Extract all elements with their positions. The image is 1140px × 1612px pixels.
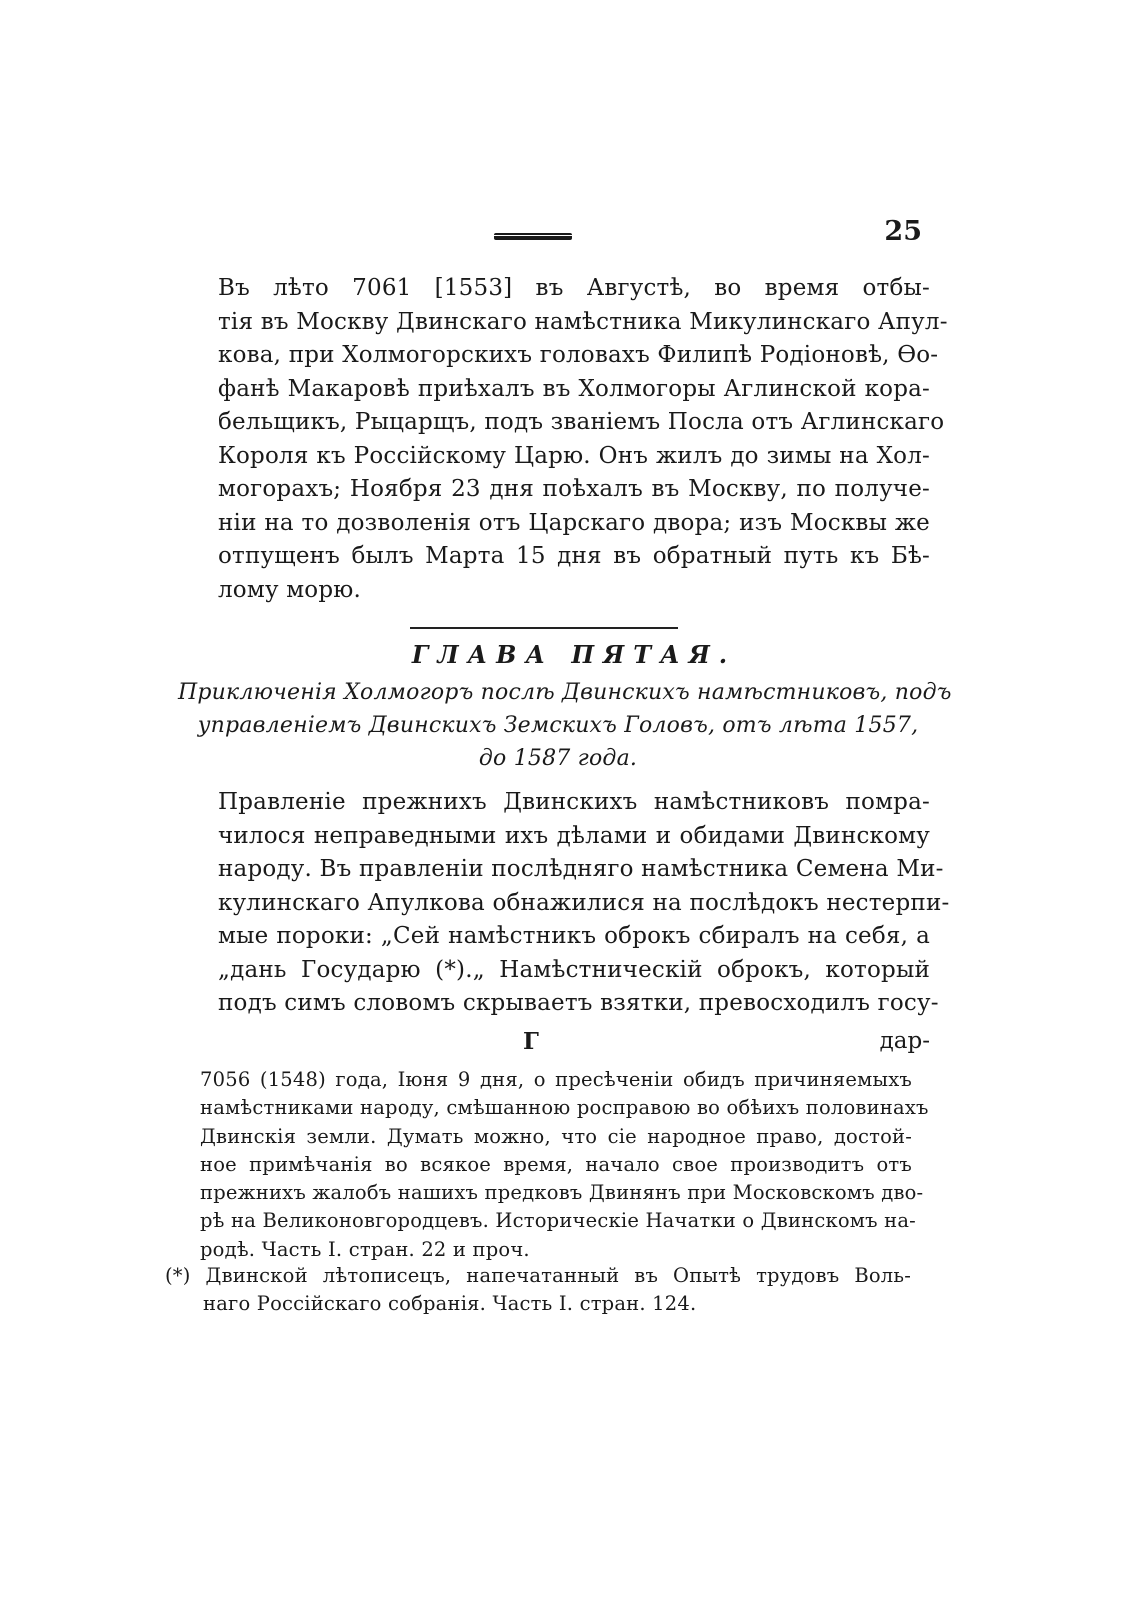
- page-number: 25: [884, 216, 922, 247]
- footnote-asterisk: [165, 1262, 911, 1319]
- chapter-subtitle: [178, 676, 952, 775]
- footnote-line: прежнихъ жалобъ нашихъ предковъ Двинянъ при Московскомъ дво-: [200, 1181, 924, 1205]
- chapter-title: ГЛАВА ПЯТАЯ.: [411, 640, 737, 669]
- footnote-continued: [200, 1066, 929, 1264]
- footnote-line: наго Россійскаго собранія. Часть I. стран. 124.: [203, 1292, 697, 1316]
- footnote-line: рѣ на Великоновгородцевъ. Историческіе Начатки о Двинскомъ на-: [200, 1209, 916, 1233]
- subtitle-line: до 1587 года.: [478, 746, 638, 771]
- text-line: отпущенъ былъ Марта 15 дня въ обратный путь къ Бѣ-: [218, 543, 930, 569]
- signature-row: [218, 1025, 930, 1058]
- text-line: народу. Въ правленіи послѣдняго намѣстника Семена Ми-: [218, 856, 944, 882]
- text-line: ніи на то дозволенія отъ Царскаго двора; изъ Москвы же: [218, 509, 930, 536]
- catchword: дар-: [879, 1028, 930, 1054]
- text-line: Короля къ Россійскому Царю. Онъ жилъ до зимы на Хол-: [218, 442, 930, 469]
- footnote-line: намѣстниками народу, смѣшанною росправою во обѣихъ половинахъ: [200, 1096, 929, 1120]
- text-line: мые пороки: „Сей намѣстникъ оброкъ сбиралъ на себя, а: [218, 923, 930, 949]
- text-line: кова, при Холмогорскихъ головахъ Филипѣ Родіоновѣ, Ѳо-: [218, 342, 939, 368]
- subtitle-line: управленіемъ Двинскихъ Земскихъ Головъ, отъ лѣта 1557,: [197, 713, 919, 738]
- subtitle-line: Приключенія Холмогоръ послѣ Двинскихъ намѣстниковъ, подъ: [178, 680, 952, 705]
- text-line: тія въ Москву Двинскаго намѣстника Микулинскаго Апул-: [218, 308, 948, 335]
- text-line: бельщикъ, Рыцарщъ, подъ званіемъ Посла отъ Аглинскаго: [218, 409, 945, 435]
- footnote-line: Двинскія земли. Думать можно, что сіе народное право, достой-: [200, 1124, 912, 1148]
- text-line: Въ лѣто 7061 [1553] въ Августѣ, во время отбы-: [218, 275, 930, 301]
- header-ornament-rule: [494, 233, 572, 240]
- section-divider: [410, 627, 678, 629]
- footnote-line: 7056 (1548) года, Іюня 9 дня, о пресѣченіи обидъ причиняемыхъ: [200, 1068, 912, 1091]
- text-line: Правленіе прежнихъ Двинскихъ намѣстниковъ помра-: [218, 789, 930, 815]
- footnote-line: родѣ. Часть I. стран. 22 и проч.: [200, 1237, 530, 1261]
- footnote-line: ное примѣчанія во всякое время, начало свое производитъ отъ: [200, 1152, 912, 1176]
- paragraph-1: [218, 272, 948, 607]
- text-line: лому морю.: [218, 576, 361, 603]
- text-line: подъ симъ словомъ скрываетъ взятки, превосходилъ госу-: [218, 990, 939, 1016]
- footnote-line: (*) Двинской лѣтописецъ, напечатанный въ Опытѣ трудовъ Воль-: [165, 1264, 911, 1287]
- text-line: фанѣ Макаровѣ приѣхалъ въ Холмогоры Аглинской кора-: [218, 375, 930, 402]
- text-line: „дань Государю (*).„ Намѣстническій оброкъ, который: [218, 956, 930, 983]
- text-line: чилося неправедными ихъ дѣлами и обидами Двинскому: [218, 822, 930, 849]
- text-line: могорахъ; Ноября 23 дня поѣхалъ въ Москву, по получе-: [218, 476, 930, 502]
- text-line: кулинскаго Апулкова обнажилися на послѣдокъ нестерпи-: [218, 889, 950, 916]
- signature-mark: Г: [523, 1028, 539, 1055]
- paragraph-2: [218, 786, 950, 1021]
